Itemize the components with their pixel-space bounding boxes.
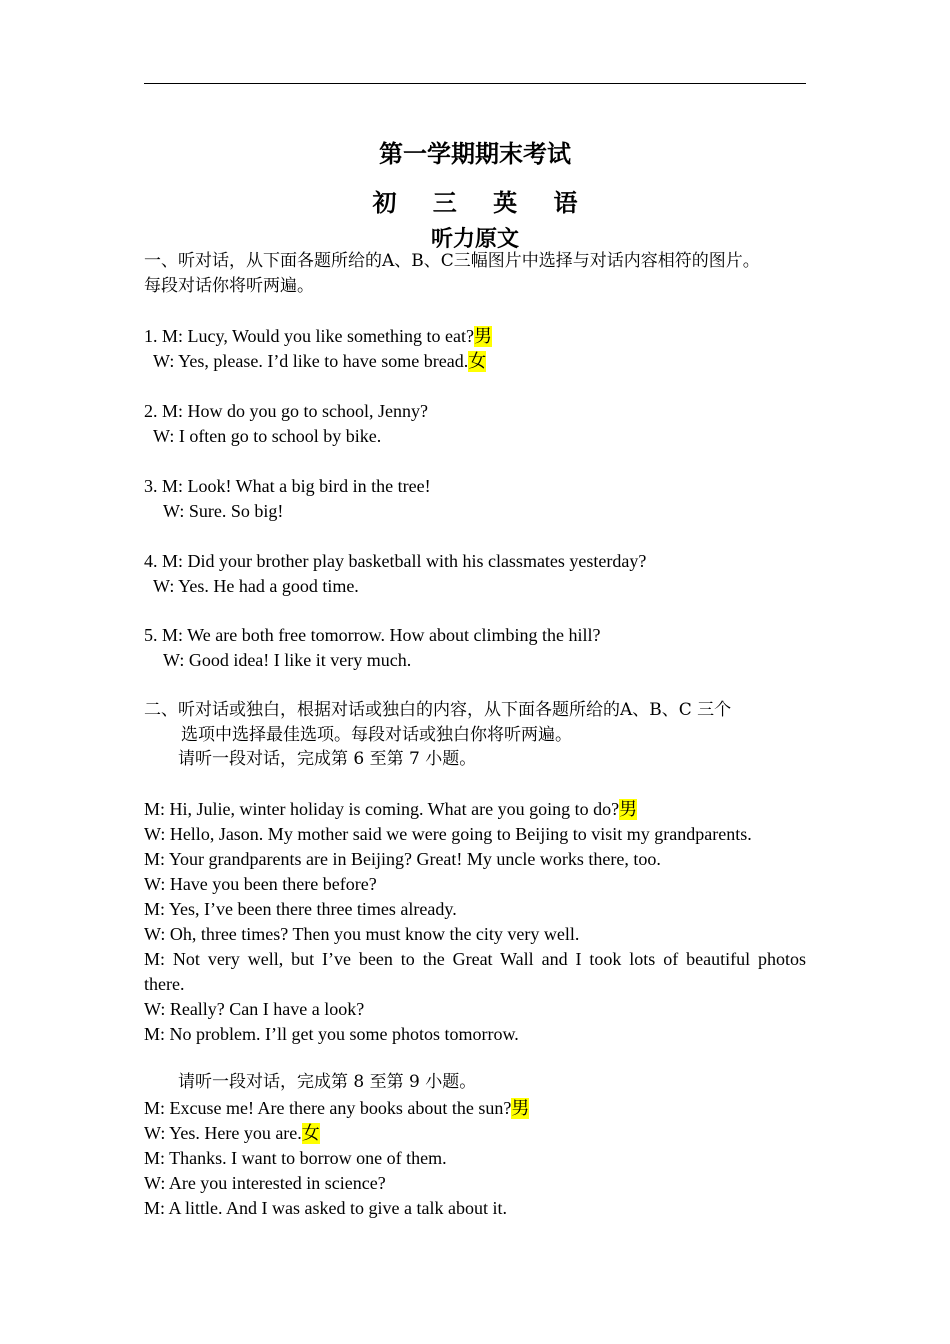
- part2-instruction-line2: 选项中选择最佳选项。每段对话或独白你将听两遍。: [181, 725, 572, 745]
- speaker-mark-male: 男: [511, 1098, 530, 1119]
- dialog1-intro: 请听一段对话，完成第 6 至第 7 小题。: [178, 749, 477, 769]
- speaker-mark-female: 女: [301, 1123, 320, 1144]
- dialog-line: 2. M: How do you go to school, Jenny?: [144, 401, 428, 421]
- exam-title: 第一学期期末考试: [379, 140, 571, 168]
- dialog-line: M: Your grandparents are in Beijing? Great! My uncle works there, too.: [144, 849, 661, 869]
- dialog-line: W: Are you interested in science?: [144, 1173, 386, 1193]
- dialog-line: [144, 798, 637, 821]
- dialog-line: W: Good idea! I like it very much.: [163, 650, 412, 670]
- speaker-mark-male: 男: [619, 799, 638, 820]
- dialog-line: [144, 1122, 320, 1145]
- section-heading: 听力原文: [430, 227, 519, 252]
- dialog-line: [153, 350, 486, 373]
- speaker-mark-female: 女: [468, 351, 487, 372]
- dialog-line: W: Really? Can I have a look?: [144, 999, 365, 1019]
- dialog-line-text: W: Yes, please. I’d like to have some bread.: [153, 351, 469, 371]
- dialog-line: 4. M: Did your brother play basketball with his classmates yesterday?: [144, 551, 647, 571]
- dialog-line: W: Hello, Jason. My mother said we were going to Beijing to visit my grandparents.: [144, 824, 752, 844]
- part1-instruction-line2: 每段对话你将听两遍。: [144, 276, 314, 296]
- part2-instruction-line1: 二、听对话或独白，根据对话或独白的内容，从下面各题所给的A、B、C 三个: [144, 700, 732, 720]
- dialog-line: W: I often go to school by bike.: [153, 426, 382, 446]
- dialog-line: M: No problem. I’ll get you some photos tomorrow.: [144, 1024, 519, 1044]
- dialog-line: 3. M: Look! What a big bird in the tree!: [144, 476, 431, 496]
- dialog-line-text: 1. M: Lucy, Would you like something to eat?: [144, 326, 475, 346]
- dialog-line: M: A little. And I was asked to give a talk about it.: [144, 1198, 507, 1218]
- header-rule: [144, 83, 806, 84]
- subject-title: 初 三 英 语: [372, 189, 592, 217]
- dialog-line-text: M: Excuse me! Are there any books about the sun?: [144, 1098, 512, 1118]
- dialog-line: M: Thanks. I want to borrow one of them.: [144, 1148, 447, 1168]
- dialog-line: W: Yes. He had a good time.: [153, 576, 359, 596]
- dialog-line-text: M: Hi, Julie, winter holiday is coming. What are you going to do?: [144, 799, 620, 819]
- dialog-line: W: Oh, three times? Then you must know the city very well.: [144, 924, 580, 944]
- dialog-line: there.: [144, 974, 185, 994]
- dialog-line-text: W: Yes. Here you are.: [144, 1123, 302, 1143]
- dialog-line: 5. M: We are both free tomorrow. How about climbing the hill?: [144, 625, 601, 645]
- dialog-line: W: Sure. So big!: [163, 501, 284, 521]
- dialog-line: M: Yes, I’ve been there three times already.: [144, 899, 457, 919]
- dialog2-intro: 请听一段对话，完成第 8 至第 9 小题。: [178, 1072, 477, 1092]
- part1-instruction-line1: 一、听对话，从下面各题所给的A、B、C三幅图片中选择与对话内容相符的图片。: [144, 251, 760, 271]
- speaker-mark-male: 男: [474, 326, 493, 347]
- dialog-line: M: Not very well, but I’ve been to the Great Wall and I took lots of beautiful photos: [144, 949, 806, 969]
- dialog-line: [144, 1097, 529, 1120]
- dialog-line: W: Have you been there before?: [144, 874, 377, 894]
- dialog-line: [144, 325, 492, 348]
